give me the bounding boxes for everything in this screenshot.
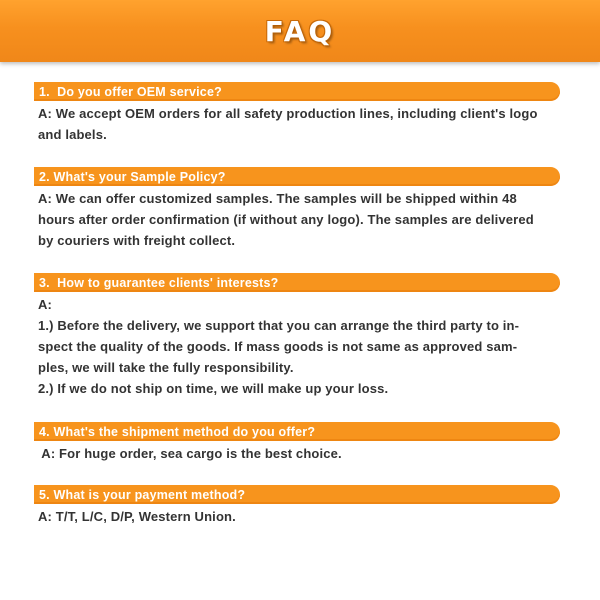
faq-answer — [38, 294, 562, 399]
faq-item-3 — [34, 273, 560, 399]
faq-answer-line: A: We accept OEM orders for all safety production lines, including client's logo — [38, 106, 538, 121]
faq-answer-line: A: T/T, L/C, D/P, Western Union. — [38, 509, 236, 524]
faq-item-5 — [34, 485, 560, 527]
faq-question-bar — [34, 422, 560, 441]
faq-answer-line: by couriers with freight collect. — [38, 233, 236, 248]
faq-answer-line: A: — [38, 297, 53, 312]
faq-answer-line: A: We can offer customized samples. The samples will be shipped within 48 — [38, 191, 517, 206]
faq-question: 5. What is your payment method? — [39, 487, 246, 502]
faq-item-2 — [34, 167, 560, 251]
faq-answer-line: hours after order confirmation (if without any logo). The samples are delivered — [38, 212, 534, 227]
faq-header-banner — [0, 0, 600, 62]
faq-answer — [38, 506, 562, 527]
page-title: FAQ — [264, 14, 336, 48]
faq-question: 1. Do you offer OEM service? — [39, 84, 222, 99]
faq-answer-line: 1.) Before the delivery, we support that you can arrange the third party to in- — [38, 318, 520, 333]
faq-item-1 — [34, 82, 560, 145]
faq-answer — [38, 188, 562, 251]
faq-question-bar — [34, 273, 560, 292]
faq-question-bar — [34, 82, 560, 101]
faq-question: 4. What's the shipment method do you offer? — [39, 424, 316, 439]
faq-answer-line: A: For huge order, sea cargo is the best choice. — [38, 446, 342, 461]
faq-answer-line: 2.) If we do not ship on time, we will make up your loss. — [38, 381, 389, 396]
faq-question: 2. What's your Sample Policy? — [39, 169, 226, 184]
faq-answer-line: ples, we will take the fully responsibility. — [38, 360, 294, 375]
faq-item-4 — [34, 422, 560, 464]
faq-answer-line: and labels. — [38, 127, 107, 142]
faq-question-bar — [34, 167, 560, 186]
faq-answer — [38, 103, 562, 145]
faq-answer — [38, 443, 562, 464]
faq-question-bar — [34, 485, 560, 504]
faq-answer-line: spect the quality of the goods. If mass goods is not same as approved sam- — [38, 339, 518, 354]
faq-question: 3. How to guarantee clients' interests? — [39, 275, 279, 290]
